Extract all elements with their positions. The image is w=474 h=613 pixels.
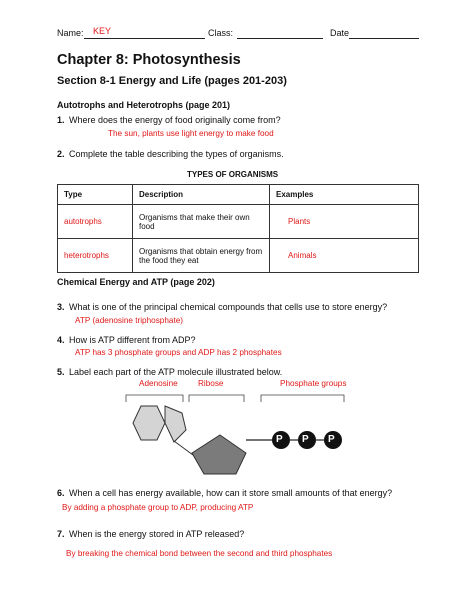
phosphate-label-2: P [302,434,309,445]
q6-answer: By adding a phosphate group to ADP, producing ATP [62,503,254,512]
q2-number: 2. [57,149,65,159]
q2-text: Complete the table describing the types of organisms. [69,149,284,159]
adenosine-label: Adenosine [139,379,178,388]
name-label: Name: [57,28,84,38]
table-title: TYPES OF ORGANISMS [187,170,279,179]
row-type-cell: heterotrophs [58,239,133,273]
q1-text: Where does the energy of food originally come from? [69,115,281,125]
header-description: Description [133,185,270,205]
row-example-cell: Animals [270,239,419,273]
name-value: KEY [93,26,112,36]
phosphate-label-3: P [328,434,335,445]
phosphate-bracket [261,395,344,402]
adenosine-bracket [126,395,183,402]
section-title: Section 8-1 Energy and Life (pages 201-203) [57,75,287,87]
phosphate-label-1: P [276,434,283,445]
q3-text: What is one of the principal chemical compounds that cells use to store energy? [69,302,388,312]
subsection-chemical: Chemical Energy and ATP (page 202) [57,277,215,287]
q5-number: 5. [57,367,65,377]
header-examples: Examples [270,185,419,205]
ribose-pentagon [192,435,246,474]
q7-text: When is the energy stored in ATP released? [69,529,245,539]
row-type-cell: autotrophs [58,205,133,239]
q1-answer: The sun, plants use light energy to make food [108,129,274,138]
phosphate-groups-label: Phosphate groups [280,379,347,388]
header-type: Type [58,185,133,205]
row-description-cell: Organisms that make their own food [133,205,270,239]
adenine-pentagon [165,406,186,442]
q7-answer: By breaking the chemical bond between the second and third phosphates [66,549,333,558]
adenine-hexagon [133,406,165,440]
ribose-bracket [189,395,244,402]
q4-number: 4. [57,335,65,345]
subsection-autotrophs: Autotrophs and Heterotrophs (page 201) [57,100,231,110]
q1-number: 1. [57,115,65,125]
q6-number: 6. [57,488,65,498]
q4-text: How is ATP different from ADP? [69,335,196,345]
row-example-cell: Plants [270,205,419,239]
date-label: Date [330,28,350,38]
ribose-label: Ribose [198,379,224,388]
class-label: Class: [208,28,234,38]
bond-base-ribose [174,441,193,455]
chapter-title: Chapter 8: Photosynthesis [57,52,241,68]
q3-answer: ATP (adenosine triphosphate) [75,316,184,325]
q5-text: Label each part of the ATP molecule illustrated below. [69,367,283,377]
q3-number: 3. [57,302,65,312]
q7-number: 7. [57,529,65,539]
q6-text: When a cell has energy available, how can it store small amounts of that energy? [69,488,393,498]
q4-answer: ATP has 3 phosphate groups and ADP has 2 phosphates [75,348,282,357]
row-description-cell: Organisms that obtain energy from the food they eat [133,239,270,273]
